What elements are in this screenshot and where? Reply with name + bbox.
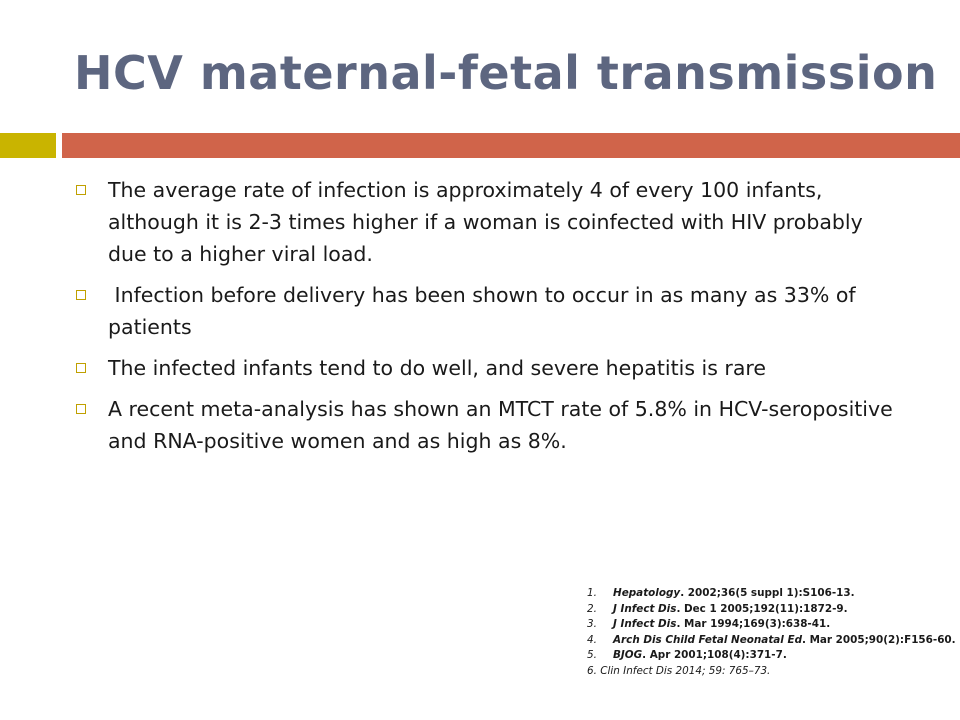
reference-item [587,586,956,602]
bullet-list [76,174,906,466]
square-bullet-icon [76,404,86,414]
reference-journal: BJOG [613,649,643,661]
reference-detail: . Mar 2005;90(2):F156-60. [802,633,956,646]
bullet-item [76,393,906,457]
reference-list [587,586,956,679]
bullet-item [76,352,906,384]
reference-journal: J Infect Dis [613,602,677,615]
square-bullet-icon [76,290,86,300]
bullet-text: The infected infants tend to do well, and severe hepatitis is rare [108,356,766,380]
bullet-text: A recent meta-analysis has shown an MTCT rate of 5.8% in HCV-seropositive and RNA-positive women and as high as 8%. [108,397,893,453]
reference-item [587,602,956,618]
reference-detail: . 2002;36(5 suppl 1):S106-13. [680,587,855,599]
reference-item [587,633,956,649]
reference-number: 1. [587,587,597,599]
reference-item [587,648,956,664]
slide-title: HCV maternal-fetal transmission [74,46,938,100]
reference-journal: Hepatology [613,587,681,599]
reference-number: 3. [587,618,597,630]
reference-number: 4. [587,633,597,646]
bullet-text: The average rate of infection is approximately 4 of every 100 infants, although it is 2-3 times higher if a woman is coinfected with HIV probably due to a higher viral load. [108,178,863,266]
reference-detail: . Mar 1994;169(3):638-41. [676,618,831,630]
reference-item [587,617,956,633]
square-bullet-icon [76,185,86,195]
reference-journal: J Infect Dis [613,618,677,630]
reference-item: 6. Clin Infect Dis 2014; 59: 765–73. [587,664,771,677]
reference-detail: . Dec 1 2005;192(11):1872-9. [676,602,848,615]
reference-journal: Arch Dis Child Fetal Neonatal Ed [613,633,803,646]
bullet-item [76,174,906,270]
reference-detail: . Apr 2001;108(4):371-7. [642,649,787,661]
accent-bar-left [0,133,56,158]
accent-bar-right [62,133,960,158]
square-bullet-icon [76,363,86,373]
bullet-item [76,279,906,343]
reference-number: 5. [587,649,597,661]
bullet-text: Infection before delivery has been shown to occur in as many as 33% of patients [108,283,863,339]
reference-number: 2. [587,602,597,615]
